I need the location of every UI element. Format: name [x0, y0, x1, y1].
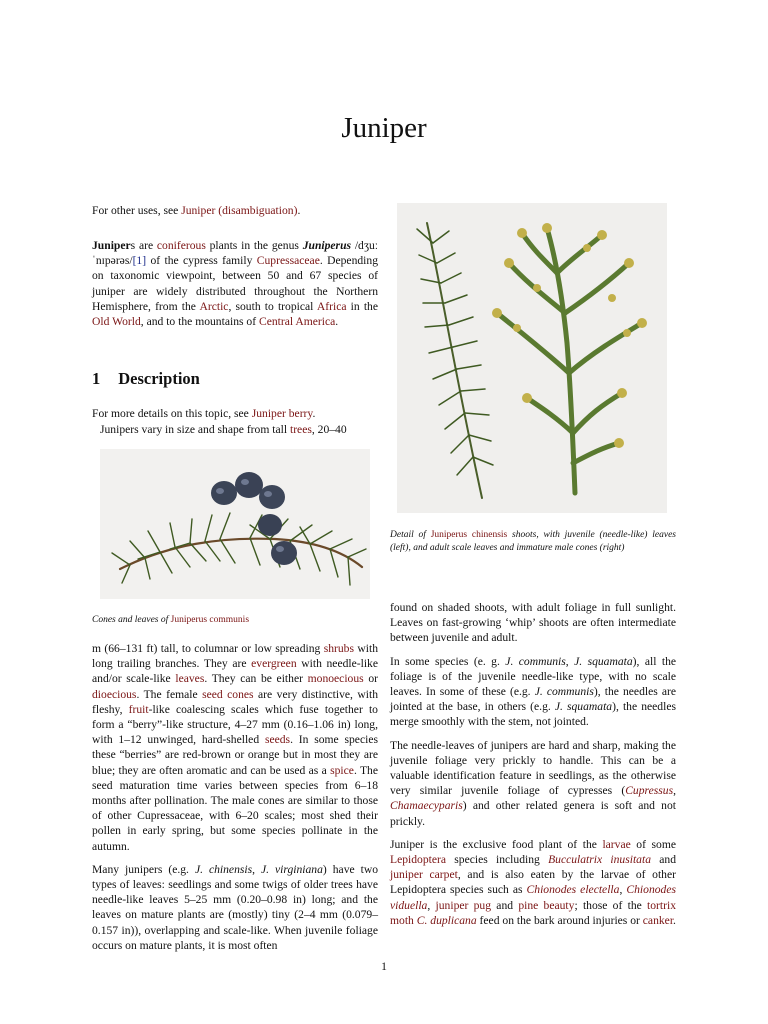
- link-juniper-carpet[interactable]: juniper carpet: [390, 868, 458, 882]
- hatnote-disambiguation: For other uses, see Juniper (disambiguation).: [92, 204, 301, 217]
- juniper-shoots-illustration: [397, 203, 667, 513]
- link-cupressus[interactable]: Cupressus: [625, 784, 674, 798]
- page-title: Juniper: [341, 112, 427, 144]
- link-juniper-disambiguation[interactable]: Juniper (disambiguation): [181, 204, 298, 217]
- right-paragraph-3: The needle-leaves of junipers are hard and sharp, making the juvenile foliage very prickly to handle. This can be a valuable identification feature in seedlings, as the otherwise very similar juvenile foliage of cypresses (Cupressus, Chamaecyparis) and other related genera is soft and not prickly.: [390, 738, 676, 828]
- link-central-america[interactable]: Central America: [258, 315, 336, 329]
- link-bucculatrix-inusitata[interactable]: Bucculatrix inusitata: [548, 853, 651, 867]
- link-juniperus-communis[interactable]: Juniperus communis: [170, 615, 250, 625]
- link-canker[interactable]: canker: [642, 913, 674, 927]
- right-paragraph-1: found on shaded shoots, with adult foliage in full sunlight. Leaves on fast-growing ‘whip’ shoots are often intermediate between juvenile and adult.: [390, 601, 676, 645]
- right-paragraph-4: Juniper is the exclusive food plant of the larvae of some Lepidoptera species including Bucculatrix inusitata and juniper carpet, and is also eaten by the larvae of other Lepidoptera species such as Chionodes electella, Chionodes viduella, juniper pug and pine beauty; those of the tortrix moth C. duplicana feed on the bark around injuries or canker.: [390, 837, 677, 927]
- link-larvae[interactable]: larvae: [602, 837, 631, 851]
- section-heading-description: [92, 369, 200, 389]
- link-juniper-pug[interactable]: juniper pug: [435, 898, 492, 912]
- link-juniperus-chinensis[interactable]: Juniperus chinensis: [430, 530, 508, 540]
- link-juniper-berry[interactable]: Juniper berry: [251, 407, 313, 420]
- link-seeds[interactable]: seeds: [264, 733, 291, 747]
- link-tortrix-moth[interactable]: tortrix moth: [390, 898, 677, 927]
- ref-1[interactable]: [1]: [132, 254, 147, 268]
- section-number: 1: [92, 369, 101, 388]
- link-c-duplicana[interactable]: C. duplicana: [416, 913, 477, 927]
- link-arctic[interactable]: Arctic: [199, 299, 229, 313]
- description-paragraph-1: m (66–131 ft) tall, to columnar or low spreading shrubs with long trailing branches. They are evergreen with needle-like and/or scale-like leaves. They can be either monoecious or dioecious. The female seed cones are very distinctive, with fleshy, fruit-like coalescing scales which fuse together to form a “berry”-like structure, 4–27 mm (0.16–1.06 in) long, with 1–12 unwinged, hard-shelled seeds. In some species these “berries” are red-brown or orange but in most they are blue; they are often aromatic and can be used as a spice. The seed maturation time varies between species from 6–18 months after pollination. The male cones are similar to those of other Cupressaceae, with 6–20 scales; most shed their pollen in early spring, but some species pollinate in the autumn.: [92, 642, 378, 853]
- figure-juniperus-chinensis: [397, 203, 667, 513]
- link-chamaecyparis[interactable]: Chamaecyparis: [390, 799, 463, 813]
- description-main: [92, 641, 378, 961]
- link-spice[interactable]: spice: [330, 763, 354, 777]
- link-chionodes-electella[interactable]: Chionodes electella: [526, 883, 620, 897]
- figure-juniperus-communis: [100, 449, 370, 599]
- link-africa[interactable]: Africa: [316, 299, 347, 313]
- link-lepidoptera[interactable]: Lepidoptera: [390, 853, 447, 867]
- link-trees[interactable]: trees: [289, 423, 312, 436]
- link-fruit[interactable]: fruit: [128, 702, 149, 716]
- link-cupressaceae[interactable]: Cupressaceae: [256, 254, 320, 268]
- caption-cones-and-leaves: Cones and leaves of Juniperus communis: [92, 615, 250, 625]
- right-paragraph-2: In some species (e. g. J. communis, J. squamata), all the foliage is of the juvenile needle-like type, with no scale leaves. In some of these (e.g. J. communis), the needles are jointed at the base, in others (e.g. J. squamata), the needles merge smoothly with the stem, not jointed.: [390, 654, 677, 729]
- description-paragraph-start: Junipers vary in size and shape from tall trees, 20–40: [100, 423, 347, 436]
- link-shrubs[interactable]: shrubs: [323, 642, 354, 655]
- description-right-column: [390, 600, 676, 936]
- link-chionodes-viduella[interactable]: Chionodes viduella: [390, 883, 676, 912]
- description-paragraph-2: Many junipers (e.g. J. chinensis, J. virginiana) have two types of leaves: seedlings and some twigs of older trees have needle-like leaves 5–25 mm (0.20–0.98 in) long; and the leaves on mature plants are (mostly) tiny (2–4 mm (0.079–0.157 in)), overlapping and scale-like. When juvenile foliage occurs on mature plants, it is most often: [92, 862, 379, 952]
- link-old-world[interactable]: Old World: [92, 315, 141, 329]
- link-leaves[interactable]: leaves: [175, 672, 205, 686]
- section-title: Description: [118, 369, 200, 388]
- link-dioecious[interactable]: dioecious: [92, 687, 137, 701]
- link-monoecious[interactable]: monoecious: [307, 672, 364, 686]
- link-pine-beauty[interactable]: pine beauty: [518, 898, 575, 912]
- hatnote-juniper-berry: For more details on this topic, see Juniper berry.: [92, 407, 316, 420]
- link-evergreen[interactable]: evergreen: [251, 657, 297, 671]
- link-seed-cones[interactable]: seed cones: [202, 687, 254, 701]
- caption-chinensis-shoots: Detail of Juniperus chinensis shoots, with juvenile (needle-like) leaves (left), and adult scale leaves and immature male cones (right): [390, 530, 676, 554]
- juniper-cones-illustration: [100, 449, 370, 599]
- intro-paragraph: Junipers are coniferous plants in the genus Juniperus /dʒuːˈnɪpərəs/[1] of the cypress family Cupressaceae. Depending on taxonomic viewpoint, between 50 and 67 species of juniper are widely distributed throughout the Northern Hemisphere, from the Arctic, south to tropical Africa in the Old World, and to the mountains of Central America.: [92, 239, 379, 329]
- page-number: 1: [381, 960, 387, 973]
- link-coniferous[interactable]: coniferous: [156, 239, 206, 252]
